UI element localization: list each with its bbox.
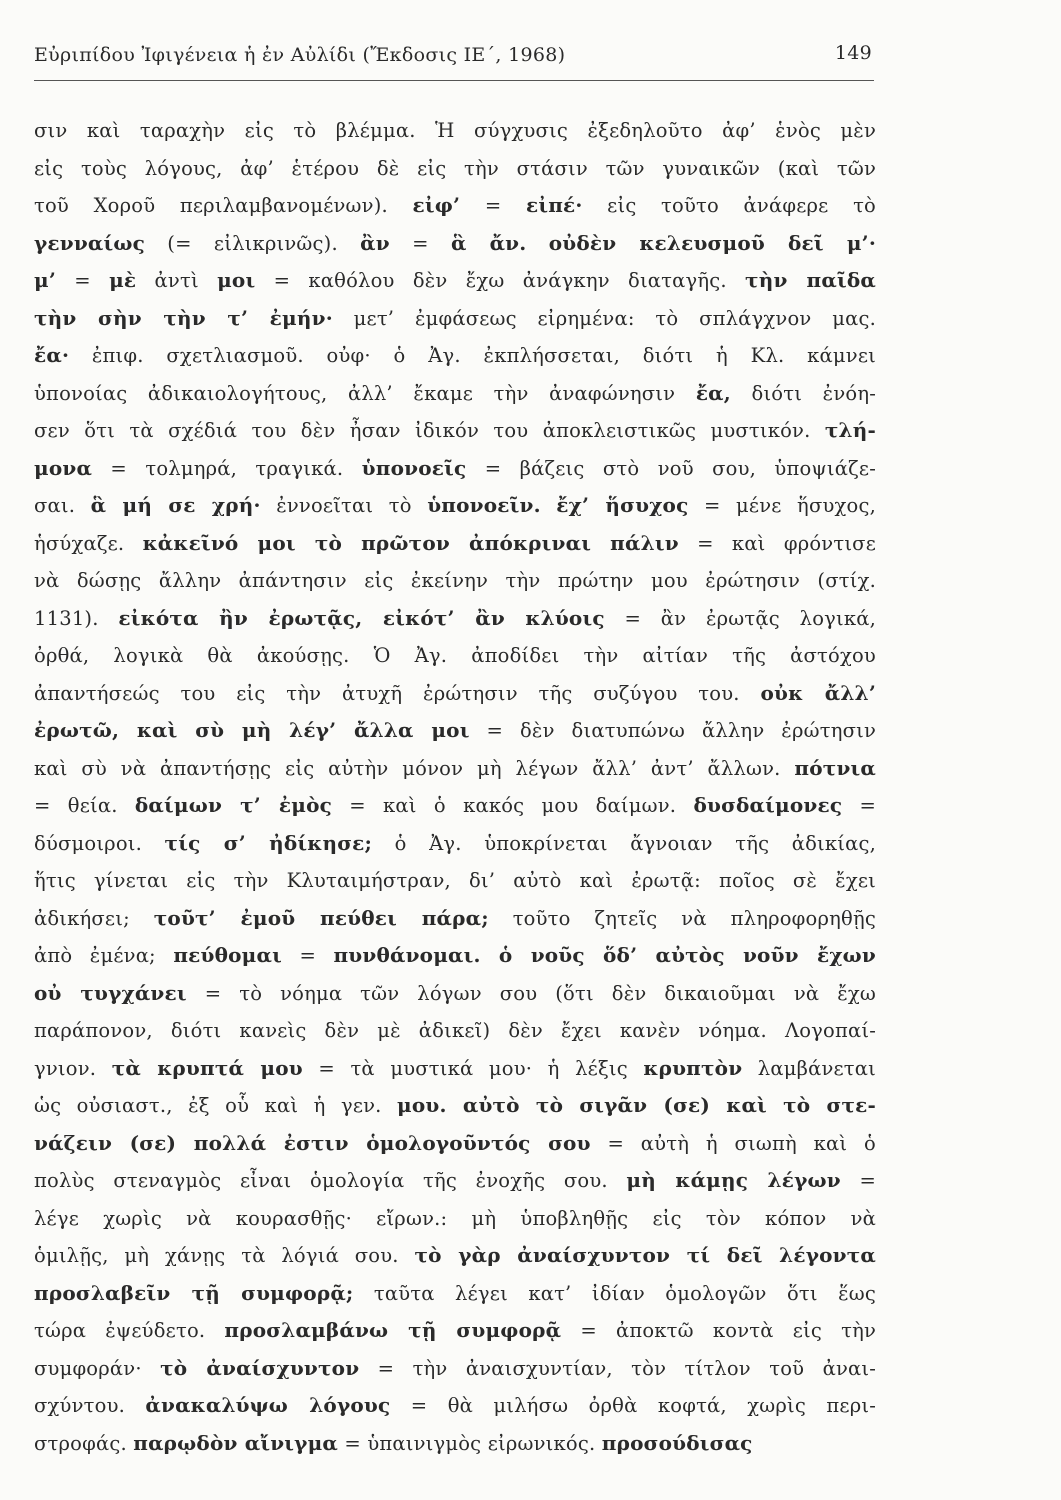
lemma-term: οὐδὲν κελευσμοῦ δεῖ μ’· <box>548 230 876 255</box>
gloss-text: = θεία. <box>34 794 135 817</box>
text-line <box>34 637 876 675</box>
lemma-term: μὲ <box>109 268 137 292</box>
lemma-term: ἔα, <box>695 380 731 405</box>
lemma-term: γενναίως <box>34 230 146 255</box>
gloss-text: = βάζεις στὸ νοῦ σου, ὑποψιάζε- <box>466 456 876 480</box>
text-line <box>34 600 876 638</box>
gloss-text: ἀντὶ <box>136 269 218 292</box>
gloss-text: = <box>842 794 876 817</box>
text-line <box>34 337 876 375</box>
lemma-term: τὴν παῖδα <box>745 268 876 292</box>
commentary-text <box>34 112 876 1462</box>
gloss-text: = <box>389 231 451 255</box>
text-line <box>34 1312 876 1350</box>
gloss-text: σαι. <box>34 494 91 517</box>
text-line <box>34 262 876 300</box>
text-line <box>34 450 876 488</box>
text-line <box>34 1012 876 1050</box>
gloss-text <box>541 494 557 517</box>
lemma-term: δαίμων τ’ ἐμὸς <box>134 793 333 817</box>
lemma-term: ἔχ’ ἥσυχος <box>556 493 689 517</box>
text-line <box>34 375 876 413</box>
gloss-text: ὡς οὐσιαστ., ἐξ οὗ καὶ ἡ γεν. <box>34 1094 398 1117</box>
text-line <box>34 1387 876 1425</box>
gloss-text: πολὺς στεναγμὸς εἶναι ὁμολογία τῆς ἐνοχῆς σου. <box>34 1169 627 1192</box>
gloss-text: ὀρθά, λογικὰ θὰ ἀκούσῃς. Ὁ Ἀγ. ἀποδίδει τὴν αἰτίαν τῆς ἀστόχου <box>34 644 876 667</box>
gloss-text: τοῦ Χοροῦ περιλαμβανομένων). <box>34 194 413 217</box>
lemma-term: εἰκότα ἢν ἐρωτᾷς, εἰκότ’ ἂν κλύοις <box>118 605 605 630</box>
gloss-text: ἀδικήσει; <box>34 906 154 930</box>
text-line <box>34 712 876 750</box>
text-line <box>34 487 876 525</box>
lemma-term: πότνια <box>794 755 876 780</box>
gloss-text: εἰς τοῦτο ἀνάφερε τὸ <box>582 194 876 217</box>
gloss-text: = μένε ἥσυχος, <box>688 494 876 517</box>
text-line <box>34 1350 876 1388</box>
gloss-text: = τὰ μυστικά μου· ἡ λέξις <box>302 1056 644 1080</box>
gloss-text: ταῦτα λέγει κατ’ ἰδίαν ὁμολογῶν ὅτι ἕως <box>353 1281 876 1305</box>
lemma-term: κρυπτὸν <box>643 1055 743 1080</box>
gloss-text: στροφάς. <box>34 1431 134 1455</box>
lemma-term: προσούδισας <box>601 1430 753 1455</box>
gloss-text: ἐννοεῖται τὸ <box>260 494 428 517</box>
gloss-text: γνιον. <box>34 1056 112 1080</box>
text-line <box>34 975 876 1013</box>
gloss-text: σχύντου. <box>34 1394 146 1417</box>
lemma-term: εἰπέ· <box>525 193 583 217</box>
text-line <box>34 225 876 263</box>
text-line <box>34 1087 876 1125</box>
gloss-text: τώρα ἐψεύδετο. <box>34 1319 225 1342</box>
gloss-text: = τὴν ἀναισχυντίαν, τὸν τίτλον τοῦ ἀναι- <box>359 1356 876 1380</box>
gloss-text: ἀπαντήσεώς του εἰς τὴν ἀτυχῆ ἐρώτησιν τῆς συζύγου του. <box>34 681 761 705</box>
lemma-term: οὐκ ἄλλ’ <box>760 680 876 705</box>
text-line <box>34 1237 876 1275</box>
lemma-term: ὑπονοεῖν. <box>427 493 541 517</box>
gloss-text: = καὶ ὁ κακός μου δαίμων. <box>332 794 694 817</box>
lemma-term: προσλαβεῖν τῇ συμφορᾷ; <box>34 1280 354 1305</box>
lemma-term: μὴ κάμῃς λέγων <box>626 1168 841 1192</box>
lemma-term: ἃ ἄν. <box>450 230 527 255</box>
gloss-text: ἀπὸ ἐμένα; <box>34 944 174 967</box>
lemma-term: τὸ ἀναίσχυντον <box>160 1355 360 1380</box>
gloss-text: = τὸ νόημα τῶν λόγων σου (ὅτι δὲν δικαιοῦμαι νὰ ἔχω <box>186 981 876 1005</box>
gloss-text: καὶ σὺ νὰ ἀπαντήσῃς εἰς αὐτὴν μόνον μὴ λέγων ἄλλ’ ἀντ’ ἄλλων. <box>34 756 795 780</box>
lemma-term: πεύθομαι <box>173 943 282 967</box>
lemma-term: ἔα· <box>34 343 70 367</box>
lemma-term: κἀκεῖνό μοι τὸ πρῶτον ἀπόκριναι πάλιν <box>142 530 679 555</box>
gloss-text: 1131). <box>34 606 119 630</box>
lemma-term: προσλαμβάνω τῇ συμφορᾷ <box>224 1318 562 1342</box>
text-line <box>34 862 876 900</box>
lemma-term: ἂν <box>360 230 390 255</box>
gloss-text: μετ’ ἐμφάσεως εἰρημένα: τὸ σπλάγχνον μας. <box>332 306 876 330</box>
gloss-text: = τολμηρά, τραγικά. <box>92 456 362 480</box>
gloss-text: = καὶ φρόντισε <box>678 531 876 555</box>
gloss-text: = <box>56 269 110 292</box>
gloss-text: = δὲν διατυπώνω ἄλλην ἐρώτησιν <box>469 719 877 742</box>
header-rule <box>34 80 874 81</box>
lemma-term: παρῳδὸν αἴνιγμα <box>133 1430 338 1455</box>
gloss-text: = ὑπαινιγμὸς εἰρωνικός. <box>338 1431 602 1455</box>
lemma-term: ὑπονοεῖς <box>361 455 467 480</box>
gloss-text: = <box>281 944 334 967</box>
lemma-term: ἐρωτῶ, καὶ σὺ μὴ λέγ’ ἄλλα μοι <box>34 718 470 742</box>
text-line <box>34 112 876 150</box>
text-line <box>34 1275 876 1313</box>
gloss-text: ὁμιλῇς, μὴ χάνῃς τὰ λόγιά σου. <box>34 1244 415 1267</box>
gloss-text: σιν καὶ ταραχὴν εἰς τὸ βλέμμα. Ἡ σύγχυσις ἐξεδηλοῦτο ἀφ’ ἑνὸς μὲν <box>34 119 876 142</box>
gloss-text: παράπονον, διότι κανεὶς δὲν μὲ ἀδικεῖ) δὲν ἔχει κανὲν νόημα. Λογοπαί- <box>34 1019 876 1042</box>
lemma-term: ἀνακαλύψω λόγους <box>145 1393 391 1417</box>
lemma-term: τὸ γὰρ ἀναίσχυντον τί δεῖ λέγοντα <box>414 1243 876 1267</box>
lemma-term: τοῦτ’ ἐμοῦ πεύθει πάρα; <box>153 905 489 930</box>
lemma-term: μου. αὐτὸ τὸ σιγᾶν (σε) καὶ τὸ στε- <box>397 1093 876 1117</box>
text-line <box>34 787 876 825</box>
lemma-term: τὰ κρυπτά μου <box>111 1055 303 1080</box>
gloss-text: λέγε χωρὶς νὰ κουρασθῇς· εἴρων.: μὴ ὑποβληθῇς εἰς τὸν κόπον νὰ <box>34 1206 876 1230</box>
gloss-text: ὑπονοίας ἀδικαιολογήτους, ἀλλ’ ἔκαμε τὴν ἀναφώνησιν <box>34 381 696 405</box>
gloss-text: τοῦτο ζητεῖς νὰ πληροφορηθῇς <box>488 906 876 930</box>
gloss-text <box>526 232 548 255</box>
lemma-term: τίς σ’ ἠδίκησε; <box>164 830 373 855</box>
gloss-text: νὰ δώσῃς ἄλλην ἀπάντησιν εἰς ἐκείνην τὴν πρώτην μου ἐρώτησιν (στίχ. <box>34 569 876 592</box>
gloss-text: = ἂν ἐρωτᾷς λογικά, <box>604 606 876 630</box>
text-line <box>34 1125 876 1163</box>
gloss-text: εἰς τοὺς λόγους, ἀφ’ ἑτέρου δὲ εἰς τὴν στάσιν τῶν γυναικῶν (καὶ τῶν <box>34 156 876 180</box>
gloss-text: ἡσύχαζε. <box>34 531 143 555</box>
page-number: 149 <box>834 42 872 64</box>
text-line <box>34 675 876 713</box>
text-line <box>34 1200 876 1238</box>
gloss-text: = <box>460 194 526 217</box>
gloss-text: λαμβάνεται <box>742 1056 877 1080</box>
gloss-text: δύσμοιροι. <box>34 831 165 855</box>
lemma-term: δυσδαίμονες <box>693 793 843 817</box>
lemma-term: τὴν σὴν τὴν τ’ ἐμήν· <box>34 305 333 330</box>
gloss-text: (= εἰλικρινῶς). <box>145 231 361 255</box>
lemma-term: μονα <box>34 455 93 480</box>
lemma-term: ἃ μή σε χρή· <box>90 493 261 517</box>
gloss-text: διότι ἐνόη- <box>730 381 877 405</box>
text-line <box>34 900 876 938</box>
running-title: Εὐριπίδου Ἰφιγένεια ἡ ἐν Αὐλίδι (Ἔκδοσις ΙΕ΄, 1968) <box>34 44 566 66</box>
text-line <box>34 187 876 225</box>
text-line <box>34 825 876 863</box>
lemma-term: πυνθάνομαι. ὁ νοῦς ὅδ’ αὐτὸς νοῦν ἔχων <box>333 943 876 967</box>
text-line <box>34 937 876 975</box>
lemma-term: νάζειν (σε) πολλά ἐστιν ὁμολογοῦντός σου <box>34 1130 591 1155</box>
text-line <box>34 300 876 338</box>
text-line <box>34 412 876 450</box>
lemma-term: μ’ <box>34 268 57 292</box>
text-line <box>34 1050 876 1088</box>
lemma-term: εἰφ’ <box>412 193 461 217</box>
lemma-term: μοι <box>217 268 256 292</box>
gloss-text: ὁ Ἀγ. ὑποκρίνεται ἄγνοιαν τῆς ἀδικίας, <box>372 831 876 855</box>
lemma-term: οὐ τυγχάνει <box>34 980 187 1005</box>
gloss-text: ἥτις γίνεται εἰς τὴν Κλυταιμήστραν, δι’ αὐτὸ καὶ ἐρωτᾷ: ποῖος σὲ ἔχει <box>34 869 876 892</box>
text-line <box>34 750 876 788</box>
gloss-text: = ἀποκτῶ κοντὰ εἰς τὴν <box>561 1319 877 1342</box>
gloss-text: συμφοράν· <box>34 1356 161 1380</box>
text-line <box>34 562 876 600</box>
text-line <box>34 1425 876 1463</box>
gloss-text: = καθόλου δὲν ἔχω ἀνάγκην διαταγῆς. <box>255 269 746 292</box>
gloss-text: = αὐτὴ ἡ σιωπὴ καὶ ὁ <box>590 1131 877 1155</box>
lemma-term: τλή- <box>824 418 876 442</box>
gloss-text: = θὰ μιλήσω ὀρθὰ κοφτά, χωρὶς περι- <box>390 1394 876 1417</box>
text-line <box>34 1162 876 1200</box>
gloss-text: σεν ὅτι τὰ σχέδιά του δὲν ἦσαν ἰδικόν του ἀποκλειστικῶς μυστικόν. <box>34 419 825 442</box>
text-line <box>34 525 876 563</box>
gloss-text: = <box>840 1169 877 1192</box>
gloss-text: ἐπιφ. σχετλιασμοῦ. οὐφ· ὁ Ἀγ. ἐκπλήσσεται, διότι ἡ Κλ. κάμνει <box>69 344 876 367</box>
text-line <box>34 150 876 188</box>
